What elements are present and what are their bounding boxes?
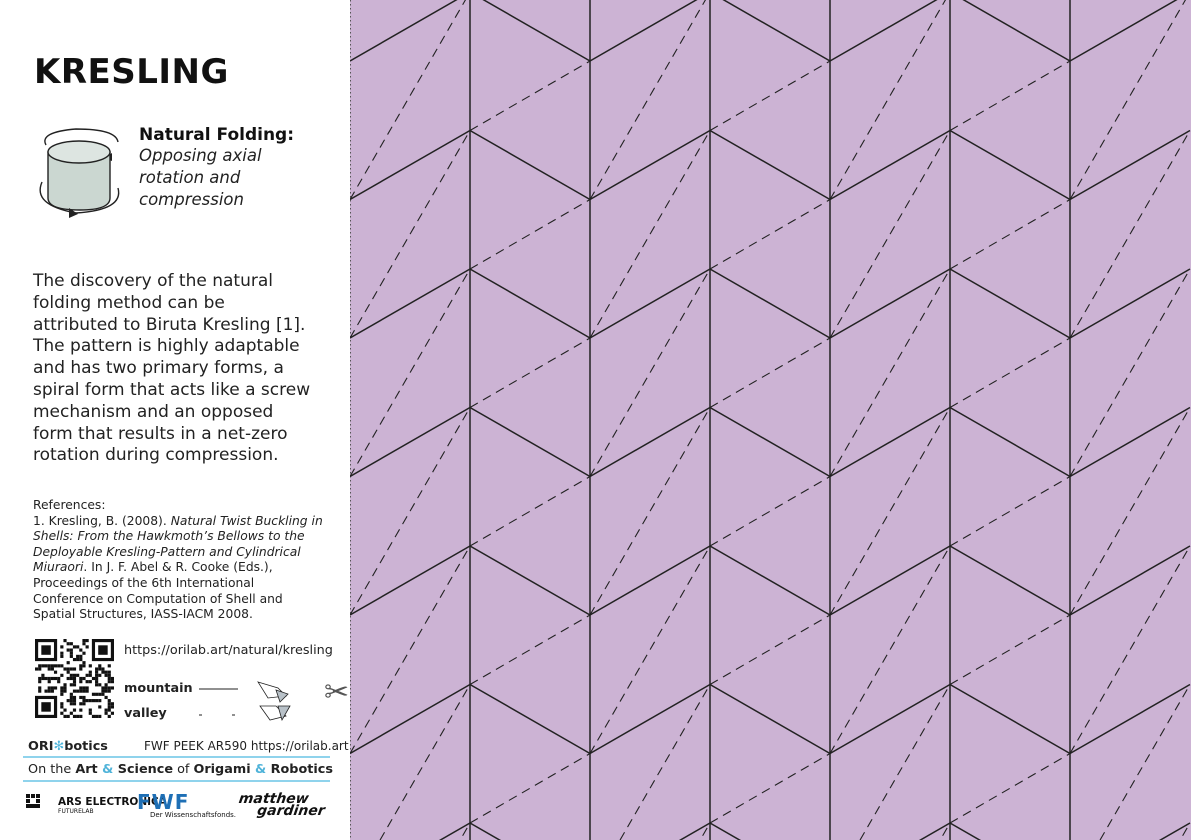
tagline — [28, 762, 333, 777]
qr-module — [54, 686, 57, 689]
page-title: KRESLING — [34, 52, 229, 92]
qr-module — [95, 693, 98, 696]
qr-module — [60, 690, 63, 693]
qr-module — [48, 667, 51, 670]
qr-module — [73, 667, 76, 670]
qr-module — [70, 699, 73, 702]
reference-details: . In J. F. Abel & R. Cooke (Eds.), Proceedings of the 6th International Conference on Computation of Shell and Spatial Structures, IASS-IACM 2008. — [33, 560, 283, 622]
qr-module — [101, 690, 104, 693]
natural-folding-block — [139, 125, 319, 211]
mg-line: matthew — [237, 791, 310, 807]
natural-folding-label: Natural Folding: — [139, 125, 295, 145]
funding-text: FWF PEEK AR590 https://orilab.art — [144, 739, 349, 753]
qr-module — [79, 655, 82, 658]
qr-module — [51, 664, 54, 667]
qr-module — [70, 702, 73, 705]
references-heading: References: — [33, 498, 106, 512]
qr-module — [98, 699, 101, 702]
qr-module — [48, 690, 51, 693]
qr-module — [63, 709, 66, 712]
qr-module — [79, 715, 82, 718]
mg-line: gardiner — [256, 803, 326, 819]
oribotics-logo — [28, 739, 108, 754]
qr-module — [86, 699, 89, 702]
qr-module — [73, 690, 76, 693]
qr-module — [108, 715, 111, 718]
qr-module — [79, 702, 82, 705]
qr-module — [79, 648, 82, 651]
qr-module — [101, 686, 104, 689]
qr-module — [105, 683, 108, 686]
qr-module — [67, 699, 70, 702]
qr-module — [108, 680, 111, 683]
qr-module — [89, 712, 92, 715]
qr-module — [70, 683, 73, 686]
qr-module — [67, 648, 70, 651]
qr-module — [70, 648, 73, 651]
qr-module — [63, 686, 66, 689]
qr-module — [70, 667, 73, 670]
matthew-gardiner-logo — [236, 793, 327, 817]
qr-module — [89, 699, 92, 702]
qr-module — [101, 667, 104, 670]
pattern-background — [350, 0, 1191, 840]
divider — [23, 756, 330, 758]
qr-module — [54, 671, 57, 674]
qr-module — [108, 709, 111, 712]
legend-valley-label: valley — [124, 706, 167, 721]
qr-module — [79, 680, 82, 683]
qr-module — [111, 705, 114, 708]
qr-module — [92, 699, 95, 702]
qr-module — [60, 674, 63, 677]
qr-module — [73, 709, 76, 712]
qr-module — [38, 680, 41, 683]
qr-module — [60, 652, 63, 655]
qr-module — [82, 664, 85, 667]
qr-module — [60, 693, 63, 696]
qr-module — [95, 674, 98, 677]
qr-module — [73, 699, 76, 702]
qr-module — [70, 652, 73, 655]
qr-module — [89, 709, 92, 712]
qr-finder-center — [41, 702, 50, 711]
qr-module — [70, 696, 73, 699]
qr-module — [38, 664, 41, 667]
tagline-part: of — [173, 762, 194, 777]
qr-module — [51, 677, 54, 680]
qr-module — [79, 677, 82, 680]
oribotics-text-a: ORI — [28, 739, 54, 754]
qr-module — [79, 686, 82, 689]
qr-module — [54, 677, 57, 680]
qr-module — [89, 674, 92, 677]
qr-module — [82, 642, 85, 645]
qr-module — [105, 696, 108, 699]
qr-module — [57, 677, 60, 680]
qr-module — [89, 664, 92, 667]
qr-module — [95, 680, 98, 683]
qr-module — [95, 715, 98, 718]
qr-module — [60, 655, 63, 658]
fwf-subtitle: Der Wissenschaftsfonds. — [150, 811, 237, 819]
qr-module — [108, 677, 111, 680]
qr-module — [44, 664, 47, 667]
qr-module — [60, 702, 63, 705]
qr-module — [76, 658, 79, 661]
fwf-logo: FWF — [137, 790, 190, 814]
qr-module — [38, 677, 41, 680]
reference-title: Natural Twist Buckling in Shells: From the Hawkmoth’s Bellows to the Deployable Kresling-Pattern and Cylindrical Miuraori — [33, 513, 323, 575]
qr-module — [101, 671, 104, 674]
cylinder-rotation-icon — [36, 120, 126, 220]
qr-module — [73, 715, 76, 718]
oribotics-star-icon: ✻ — [53, 739, 65, 754]
qr-module — [92, 677, 95, 680]
tagline-amp: & — [97, 762, 118, 777]
qr-module — [108, 686, 111, 689]
qr-module — [108, 671, 111, 674]
qr-module — [98, 693, 101, 696]
qr-module — [82, 690, 85, 693]
qr-module — [82, 639, 85, 642]
qr-module — [98, 674, 101, 677]
qr-module — [60, 712, 63, 715]
qr-module — [38, 667, 41, 670]
qr-module — [44, 677, 47, 680]
qr-module — [79, 690, 82, 693]
qr-code[interactable] — [35, 639, 114, 718]
qr-module — [73, 645, 76, 648]
qr-module — [70, 642, 73, 645]
qr-module — [70, 677, 73, 680]
ars-electronica-logo-icon — [26, 794, 56, 812]
qr-module — [67, 642, 70, 645]
qr-module — [79, 667, 82, 670]
qr-module — [48, 680, 51, 683]
qr-module — [108, 674, 111, 677]
reference-item — [33, 514, 323, 623]
qr-module — [98, 683, 101, 686]
qr-module — [60, 686, 63, 689]
qr-module — [48, 664, 51, 667]
qr-module — [108, 690, 111, 693]
qr-module — [86, 686, 89, 689]
qr-module — [48, 677, 51, 680]
qr-module — [111, 702, 114, 705]
qr-module — [60, 645, 63, 648]
qr-module — [48, 686, 51, 689]
qr-module — [111, 680, 114, 683]
qr-module — [54, 664, 57, 667]
qr-module — [98, 667, 101, 670]
qr-module — [44, 690, 47, 693]
qr-module — [86, 690, 89, 693]
qr-module — [67, 671, 70, 674]
qr-module — [67, 715, 70, 718]
qr-module — [98, 715, 101, 718]
qr-module — [95, 699, 98, 702]
scissors-icon: ✂ — [324, 675, 350, 710]
qr-module — [105, 712, 108, 715]
description-text: The discovery of the natural folding method can be attributed to Biruta Kresling [1]. The pattern is highly adaptable and has two primary forms, a spiral form that acts like a screw mechanism and an opposed form that results in a net-zero rotation during compression. — [33, 271, 311, 466]
qr-module — [76, 645, 79, 648]
qr-module — [73, 674, 76, 677]
qr-module — [38, 690, 41, 693]
qr-module — [92, 693, 95, 696]
qr-module — [73, 683, 76, 686]
references — [33, 498, 323, 623]
qr-module — [51, 686, 54, 689]
qr-module — [67, 661, 70, 664]
qr-module — [82, 696, 85, 699]
qr-module — [76, 655, 79, 658]
qr-module — [79, 696, 82, 699]
tagline-part: On the — [28, 762, 76, 777]
qr-module — [67, 667, 70, 670]
natural-folding-line: compression — [139, 190, 244, 209]
oribotics-text-b: botics — [64, 739, 108, 754]
reference-author: 1. Kresling, B. (2008). — [33, 513, 171, 528]
tagline-amp: & — [250, 762, 271, 777]
qr-module — [108, 705, 111, 708]
qr-module — [86, 680, 89, 683]
qr-module — [108, 664, 111, 667]
qr-module — [76, 674, 79, 677]
qr-module — [82, 661, 85, 664]
qr-module — [70, 712, 73, 715]
qr-module — [89, 680, 92, 683]
qr-module — [63, 667, 66, 670]
qr-module — [82, 686, 85, 689]
info-panel — [0, 0, 350, 840]
qr-module — [63, 715, 66, 718]
qr-module — [98, 664, 101, 667]
kresling-crease-pattern — [350, 0, 1191, 840]
qr-module — [86, 639, 89, 642]
qr-module — [111, 677, 114, 680]
qr-finder-center — [41, 645, 50, 654]
qr-module — [82, 702, 85, 705]
qr-module — [51, 667, 54, 670]
qr-module — [41, 677, 44, 680]
qr-module — [73, 677, 76, 680]
tagline-science: Science — [117, 762, 173, 777]
qr-module — [41, 674, 44, 677]
qr-module — [76, 715, 79, 718]
qr-module — [95, 667, 98, 670]
qr-module — [86, 645, 89, 648]
fold-legend-icons — [196, 676, 296, 726]
qr-module — [63, 690, 66, 693]
qr-module — [70, 655, 73, 658]
natural-folding-line: rotation and — [139, 168, 241, 187]
qr-module — [89, 671, 92, 674]
qr-module — [105, 690, 108, 693]
tagline-robotics: Robotics — [270, 762, 333, 777]
qr-module — [92, 715, 95, 718]
qr-module — [105, 671, 108, 674]
qr-module — [60, 664, 63, 667]
legend-mountain-label: mountain — [124, 681, 193, 696]
qr-module — [82, 677, 85, 680]
qr-module — [108, 699, 111, 702]
qr-module — [82, 699, 85, 702]
qr-module — [38, 686, 41, 689]
project-url[interactable]: https://orilab.art/natural/kresling — [124, 643, 333, 658]
ars-electronica-title: ARS ELECTRONICA — [58, 796, 167, 808]
qr-module — [63, 639, 66, 642]
qr-module — [95, 683, 98, 686]
qr-module — [57, 664, 60, 667]
qr-module — [111, 686, 114, 689]
qr-module — [105, 686, 108, 689]
qr-module — [95, 677, 98, 680]
qr-module — [60, 705, 63, 708]
qr-module — [105, 709, 108, 712]
qr-module — [111, 712, 114, 715]
qr-module — [70, 693, 73, 696]
qr-module — [98, 705, 101, 708]
qr-module — [86, 674, 89, 677]
qr-module — [35, 667, 38, 670]
qr-module — [63, 683, 66, 686]
qr-module — [51, 690, 54, 693]
qr-module — [70, 674, 73, 677]
tagline-origami: Origami — [193, 762, 251, 777]
qr-module — [105, 674, 108, 677]
natural-folding-line: Opposing axial — [139, 146, 262, 165]
tagline-art: Art — [75, 762, 98, 777]
qr-module — [67, 677, 70, 680]
qr-module — [41, 664, 44, 667]
qr-module — [101, 693, 104, 696]
divider — [23, 780, 330, 782]
qr-module — [108, 702, 111, 705]
qr-module — [73, 696, 76, 699]
qr-module — [73, 680, 76, 683]
qr-module — [79, 664, 82, 667]
ars-electronica-subtitle: FUTURELAB — [58, 808, 94, 815]
qr-module — [76, 690, 79, 693]
qr-module — [82, 652, 85, 655]
qr-module — [73, 702, 76, 705]
qr-module — [95, 671, 98, 674]
qr-module — [73, 658, 76, 661]
qr-module — [79, 709, 82, 712]
qr-finder-center — [98, 645, 107, 654]
qr-module — [57, 680, 60, 683]
qr-module — [79, 658, 82, 661]
